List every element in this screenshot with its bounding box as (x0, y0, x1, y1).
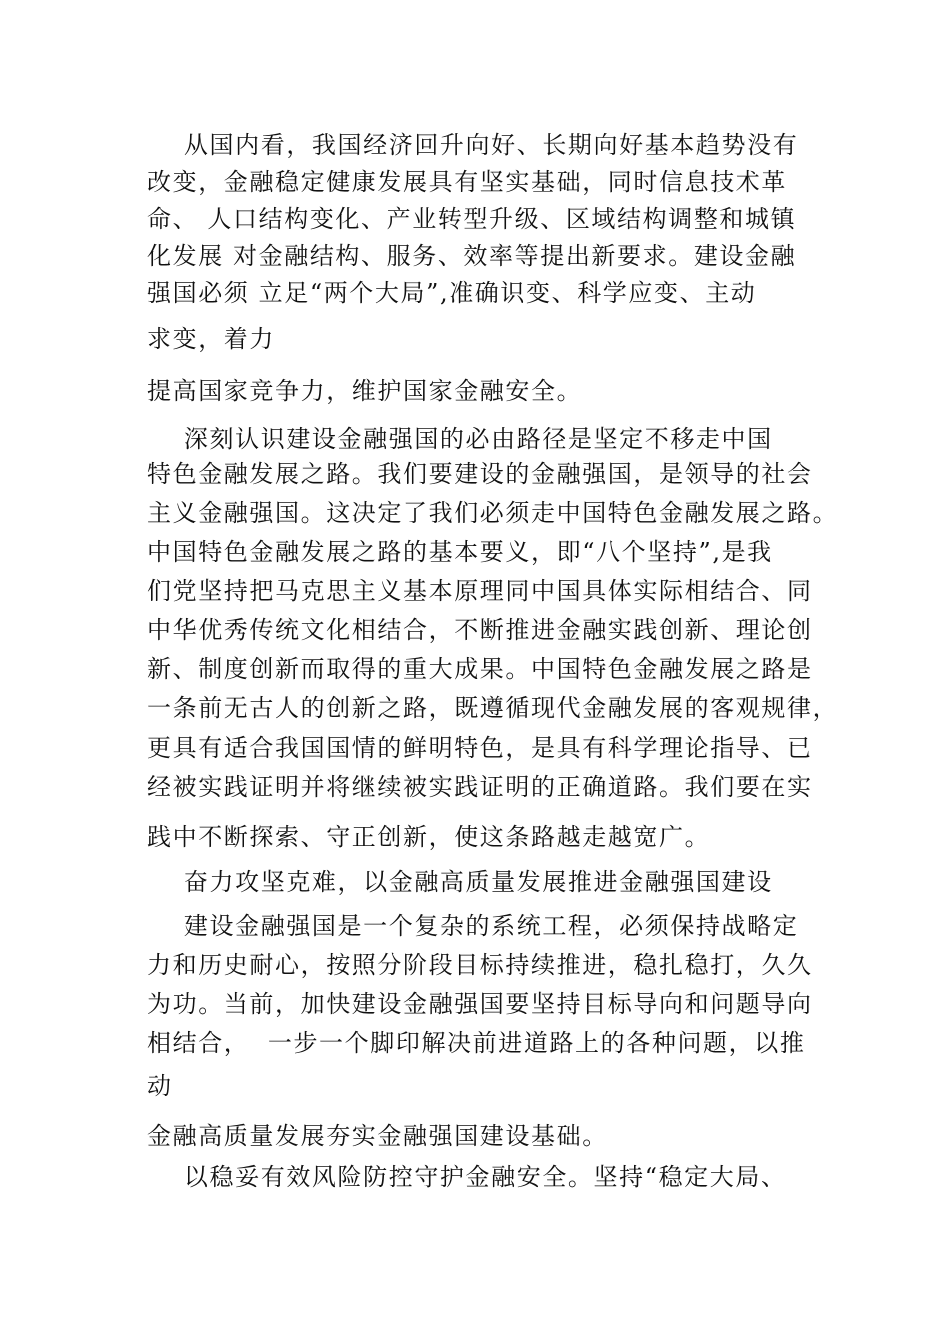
text-line: 求变，着力 (147, 325, 275, 353)
text-line: 一条前无古人的创新之路，既遵循现代金融发展的客观规律， (147, 694, 839, 722)
text-line: 金融高质量发展夯实金融强国建设基础。 (147, 1122, 608, 1150)
text-line: 提高国家竞争力，维护国家金融安全。 (147, 377, 583, 405)
text-line: 经被实践证明并将继续被实践证明的正确道路。我们要在实 (147, 773, 813, 801)
section-heading: 奋力攻坚克难，以金融高质量发展推进金融强国建设 (147, 868, 773, 896)
text-line: 特色金融发展之路。我们要建设的金融强国，是领导的社会 (147, 460, 813, 488)
text-line: 动 (147, 1072, 173, 1100)
text-line: 深刻认识建设金融强国的必由路径是坚定不移走中国 (147, 425, 773, 453)
text-line: 改变，金融稳定健康发展具有坚实基础，同时信息技术革 (147, 168, 787, 196)
text-line: 中华优秀传统文化相结合，不断推进金融实践创新、理论创 (147, 616, 813, 644)
text-line: 化发展 对金融结构、服务、效率等提出新要求。建设金融 (147, 242, 797, 270)
text-line: 从国内看，我国经济回升向好、长期向好基本趋势没有 (147, 131, 799, 159)
text-line: 主义金融强国。这决定了我们必须走中国特色金融发展之路。 (147, 499, 839, 527)
text-line: 强国必须 立足“两个大局”,准确识变、科学应变、主动 (147, 279, 757, 307)
text-line: 中国特色金融发展之路的基本要义，即“八个坚持”,是我 (147, 538, 773, 566)
text-line: 建设金融强国是一个复杂的系统工程，必须保持战略定 (147, 912, 799, 940)
text-line: 更具有适合我国国情的鲜明特色，是具有科学理论指导、已 (147, 734, 813, 762)
text-line: 践中不断探索、守正创新，使这条路越走越宽广。 (147, 823, 711, 851)
text-line: 为功。当前，加快建设金融强国要坚持目标导向和问题导向 (147, 990, 813, 1018)
text-line: 力和历史耐心，按照分阶段目标持续推进，稳扎稳打，久久 (147, 951, 813, 979)
text-line: 新、制度创新而取得的重大成果。中国特色金融发展之路是 (147, 655, 813, 683)
text-line: 相结合， 一步一个脚印解决前进道路上的各种问题，以推 (147, 1029, 806, 1057)
text-line: 命、 人口结构变化、产业转型升级、区域结构调整和城镇 (147, 205, 797, 233)
text-line: 们党坚持把马克思主义基本原理同中国具体实际相结合、同 (147, 577, 813, 605)
text-line: 以稳妥有效风险防控守护金融安全。坚持“稳定大局、 (147, 1163, 787, 1191)
